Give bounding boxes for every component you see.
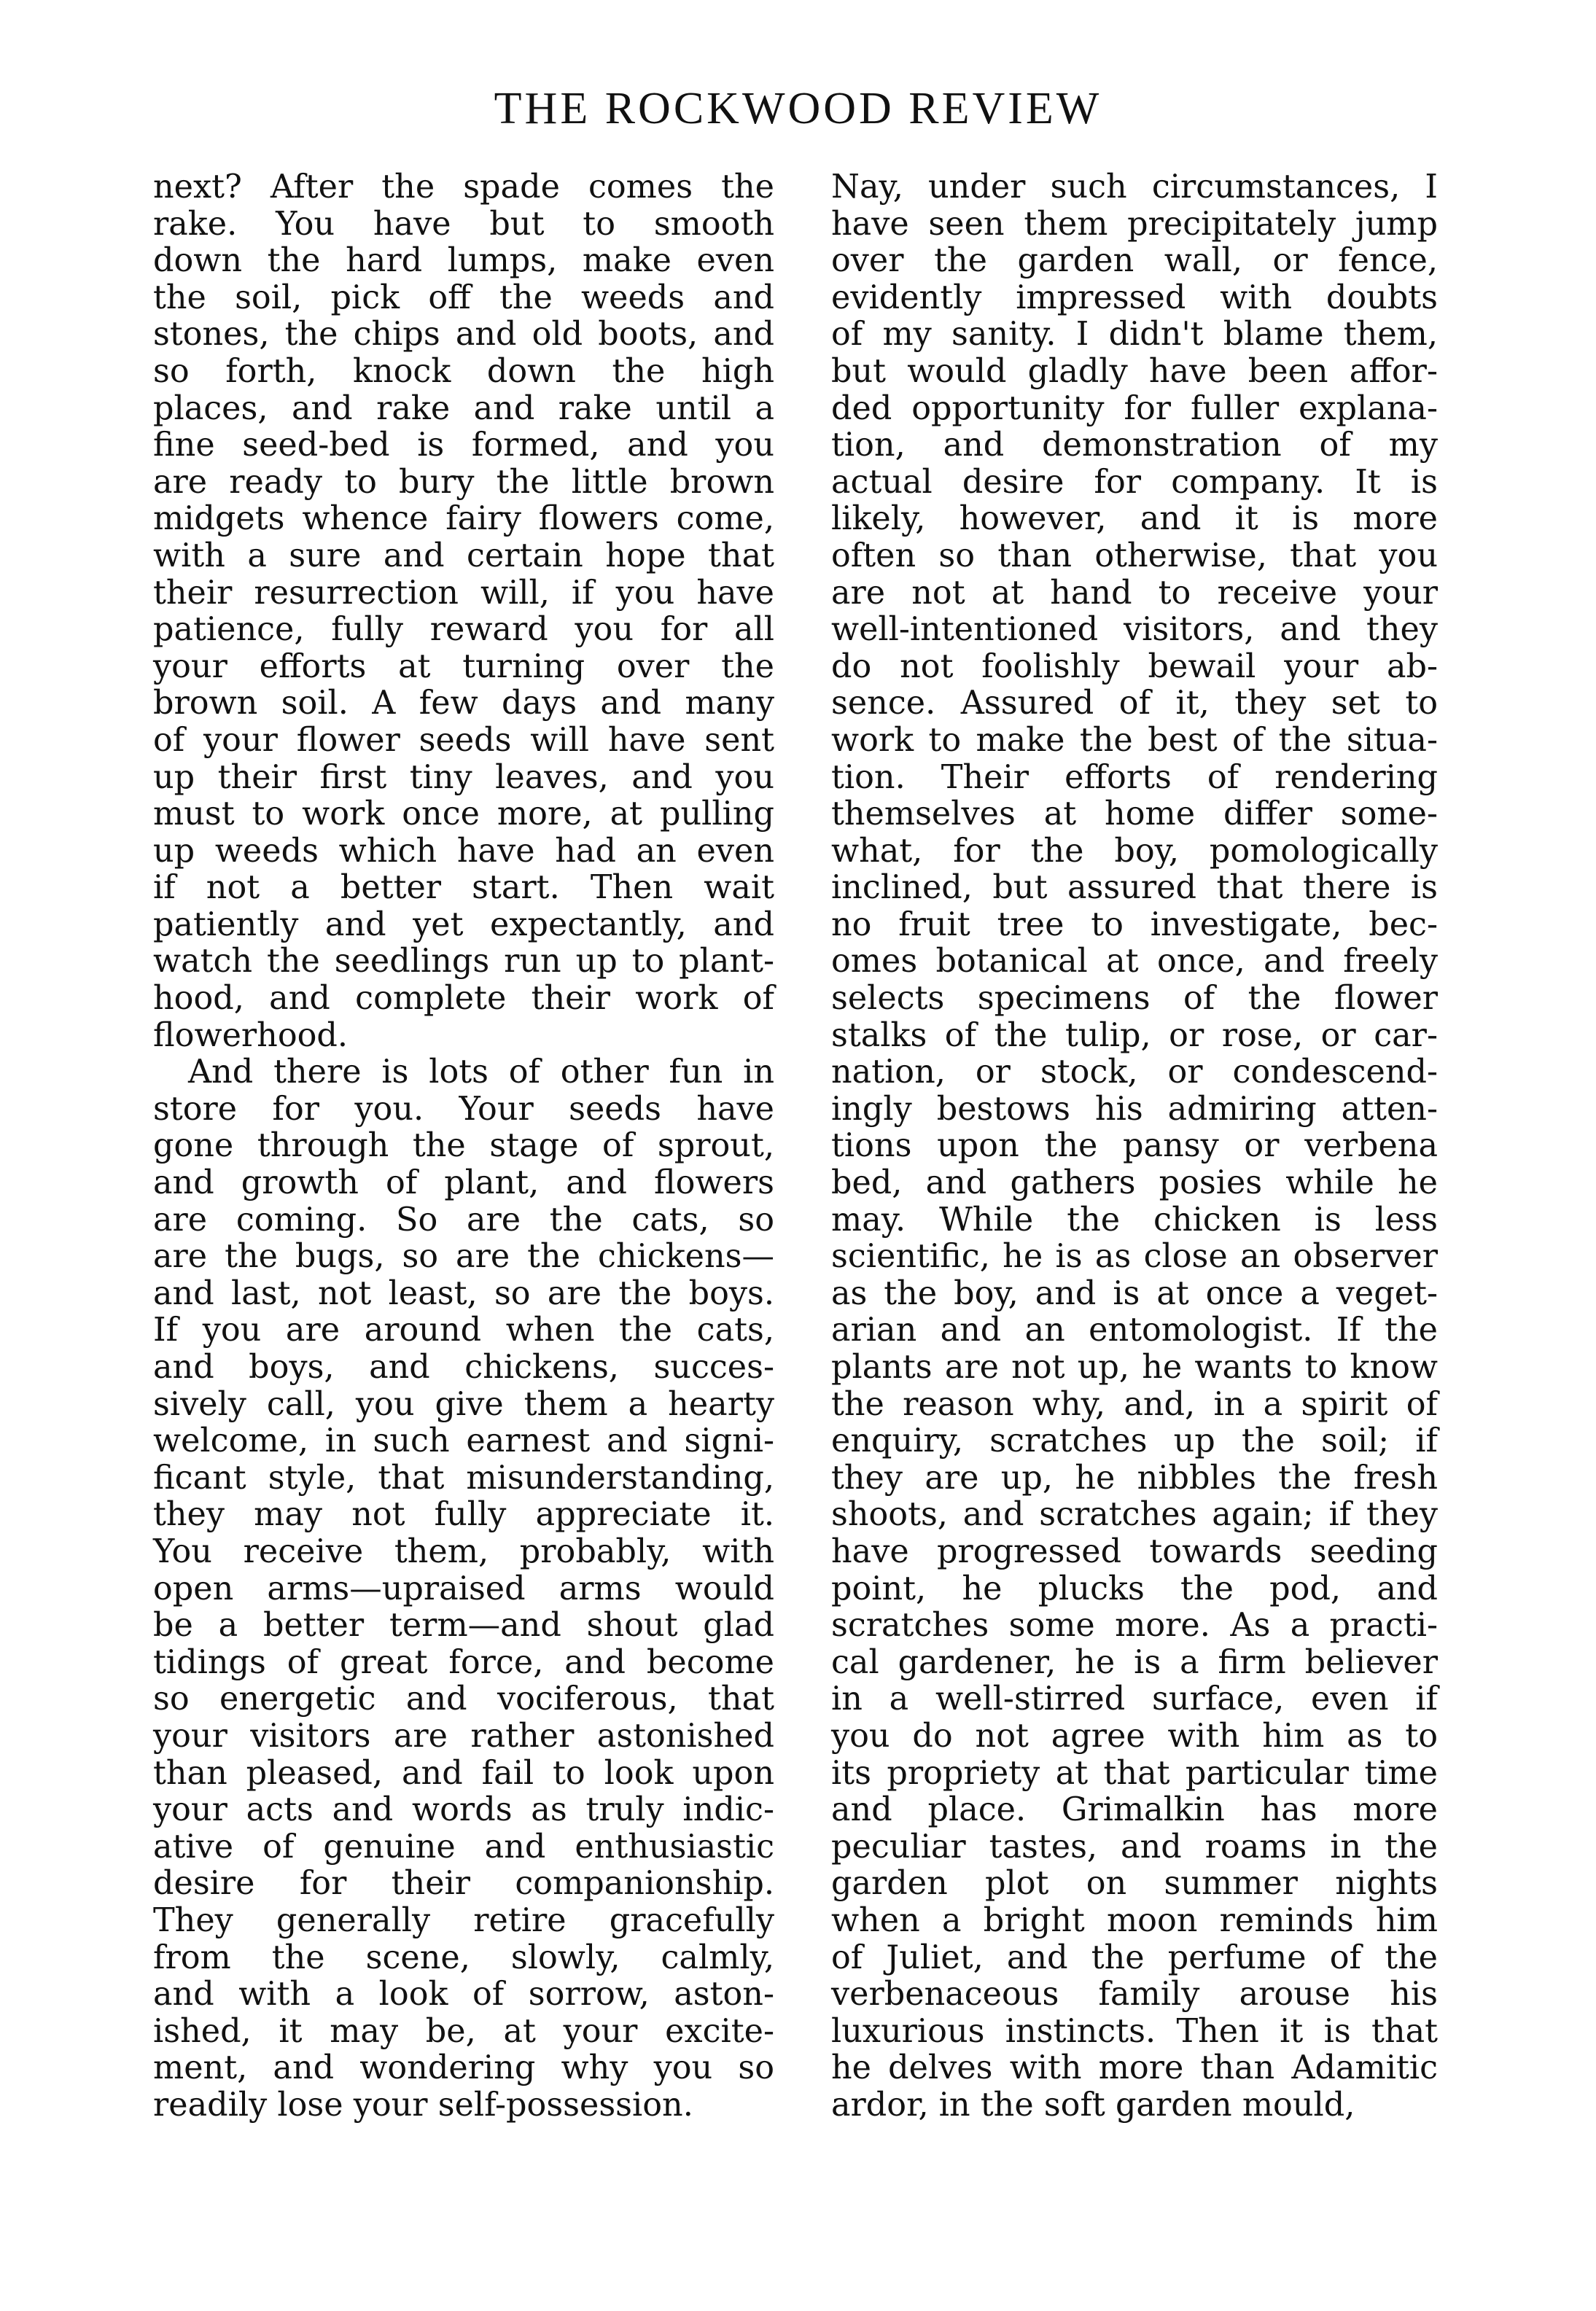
right-column-line: do not foolishly bewail your ab- [831,647,1438,685]
right-column-line: ardor, in the soft garden mould, [831,2086,1355,2124]
left-column-line: ment, and wondering why you so [153,2049,774,2087]
left-column-line: must to work once more, at pulling [153,795,774,833]
left-column-line: your acts and words as truly indic- [153,1791,774,1829]
left-text-column [153,169,774,2124]
right-column-line: sence. Assured of it, they set to [831,685,1438,722]
right-column-line: themselves at home differ some- [831,795,1438,833]
right-column-line: as the boy, and is at once a veget- [831,1274,1438,1312]
right-column-line: verbenaceous family arouse his [831,1976,1438,2014]
left-column-line: than pleased, and fail to look upon [153,1754,774,1792]
left-column-line: watch the seedlings run up to plant- [153,943,774,981]
left-column-line: ficant style, that misunderstanding, [153,1459,774,1497]
right-column-line: its propriety at that particular time [831,1754,1438,1792]
left-column-line: brown soil. A few days and many [153,685,774,722]
right-column-line: shoots, and scratches again; if they [831,1496,1438,1534]
right-column-line: are not at hand to receive your [831,574,1438,612]
right-column-line: stalks of the tulip, or rose, or car- [831,1016,1438,1054]
left-column-line: if not a better start. Then wait [153,869,774,907]
left-column-line: their resurrection will, if you have [153,574,774,612]
right-column-line: likely, however, and it is more [831,500,1438,538]
right-column-line: evidently impressed with doubts [831,278,1438,316]
left-column-line: and last, not least, so are the boys. [153,1274,774,1312]
right-column-line: scratches some more. As a practi- [831,1607,1438,1645]
right-column-line: they are up, he nibbles the fresh [831,1459,1438,1497]
left-column-line: the soil, pick off the weeds and [153,278,774,316]
left-column-line: are the bugs, so are the chickens— [153,1238,774,1276]
left-column-line: they may not fully appreciate it. [153,1496,774,1534]
left-column-line: ished, it may be, at your excite- [153,2012,774,2050]
right-column-line: nation, or stock, or condescend- [831,1053,1438,1091]
left-column-line: and with a look of sorrow, aston- [153,1976,774,2014]
left-column-line: open arms—upraised arms would [153,1570,774,1607]
right-column-line: when a bright moon reminds him [831,1901,1438,1939]
left-column-line: down the hard lumps, make even [153,242,774,280]
right-column-line: actual desire for company. It is [831,463,1438,501]
left-column-line: are coming. So are the cats, so [153,1201,774,1239]
left-column-line: so forth, knock down the high [153,352,774,390]
left-column-line: hood, and complete their work of [153,980,774,1018]
right-column-line: no fruit tree to investigate, bec- [831,905,1438,943]
left-column-line: They generally retire gracefully [153,1901,774,1939]
right-column-line: point, he plucks the pod, and [831,1570,1438,1607]
left-column-line: desire for their companionship. [153,1865,774,1903]
right-column-line: but would gladly have been affor- [831,352,1438,390]
left-column-line: are ready to bury the little brown [153,463,774,501]
left-column-line: with a sure and certain hope that [153,537,774,574]
left-column-line: and growth of plant, and flowers [153,1164,774,1202]
left-column-line: next? After the spade comes the [153,168,774,206]
right-column-line: inclined, but assured that there is [831,869,1438,907]
right-column-line: tion. Their efforts of rendering [831,758,1438,796]
right-column-line: of my sanity. I didn't blame them, [831,316,1438,354]
right-column-line: well-intentioned visitors, and they [831,611,1438,649]
right-column-line: ingly bestows his admiring atten- [831,1090,1438,1128]
left-column-line: And there is lots of other fun in [188,1053,774,1091]
right-column-line: enquiry, scratches up the soil; if [831,1422,1438,1460]
left-column-line: of your flower seeds will have sent [153,721,774,759]
right-column-line: have progressed towards seeding [831,1532,1438,1570]
right-column-line: Nay, under such circumstances, I [831,168,1438,206]
left-column-line: and boys, and chickens, succes- [153,1349,774,1386]
right-column-line: you do not agree with him as to [831,1717,1438,1755]
left-column-line: store for you. Your seeds have [153,1090,774,1128]
right-column-line: have seen them precipitately jump [831,205,1438,243]
right-column-line: cal gardener, he is a firm believer [831,1643,1438,1681]
left-column-line: ative of genuine and enthusiastic [153,1828,774,1866]
left-column-line: stones, the chips and old boots, and [153,316,774,354]
left-column-line: your efforts at turning over the [153,647,774,685]
right-column-line: and place. Grimalkin has more [831,1791,1438,1829]
left-column-line: your visitors are rather astonished [153,1717,774,1755]
left-column-line: patiently and yet expectantly, and [153,905,774,943]
right-text-column [831,169,1438,2124]
left-column-line: flowerhood. [153,1016,349,1054]
left-column-line: rake. You have but to smooth [153,205,774,243]
right-column-line: bed, and gathers posies while he [831,1164,1438,1202]
right-column-line: of Juliet, and the perfume of the [831,1938,1438,1976]
right-column-line: scientific, he is as close an observer [831,1238,1438,1276]
right-column-line: over the garden wall, or fence, [831,242,1438,280]
running-header: THE ROCKWOOD REVIEW [494,84,1102,133]
left-column-line: be a better term—and shout glad [153,1607,774,1645]
left-column-line: so energetic and vociferous, that [153,1680,774,1718]
left-column-line: If you are around when the cats, [153,1312,774,1349]
right-column-line: work to make the best of the situa- [831,721,1438,759]
right-column-line: luxurious instincts. Then it is that [831,2012,1438,2050]
left-column-line: fine seed-bed is formed, and you [153,426,774,464]
left-column-line: from the scene, slowly, calmly, [153,1938,774,1976]
right-column-line: what, for the boy, pomologically [831,832,1438,870]
left-column-line: welcome, in such earnest and signi- [153,1422,774,1460]
left-column-line: midgets whence fairy flowers come, [153,500,774,538]
right-column-line: peculiar tastes, and roams in the [831,1828,1438,1866]
left-column-line: You receive them, probably, with [153,1532,774,1570]
right-column-line: selects specimens of the flower [831,980,1438,1018]
left-column-line: readily lose your self-possession. [153,2086,693,2124]
right-column-line: may. While the chicken is less [831,1201,1438,1239]
right-column-line: omes botanical at once, and freely [831,943,1438,981]
right-column-line: garden plot on summer nights [831,1865,1438,1903]
right-column-line: the reason why, and, in a spirit of [831,1385,1438,1423]
right-column-line: tions upon the pansy or verbena [831,1127,1438,1165]
left-column-line: up weeds which have had an even [153,832,774,870]
right-column-line: in a well-stirred surface, even if [831,1680,1438,1718]
right-column-line: plants are not up, he wants to know [831,1349,1438,1386]
right-column-line: ded opportunity for fuller explana- [831,389,1438,427]
left-column-line: up their first tiny leaves, and you [153,758,774,796]
right-column-line: arian and an entomologist. If the [831,1312,1438,1349]
left-column-line: places, and rake and rake until a [153,389,774,427]
right-column-line: he delves with more than Adamitic [831,2049,1438,2087]
left-column-line: patience, fully reward you for all [153,611,774,649]
right-column-line: tion, and demonstration of my [831,426,1438,464]
left-column-line: tidings of great force, and become [153,1643,774,1681]
left-column-line: gone through the stage of sprout, [153,1127,774,1165]
right-column-line: often so than otherwise, that you [831,537,1438,574]
left-column-line: sively call, you give them a hearty [153,1385,774,1423]
